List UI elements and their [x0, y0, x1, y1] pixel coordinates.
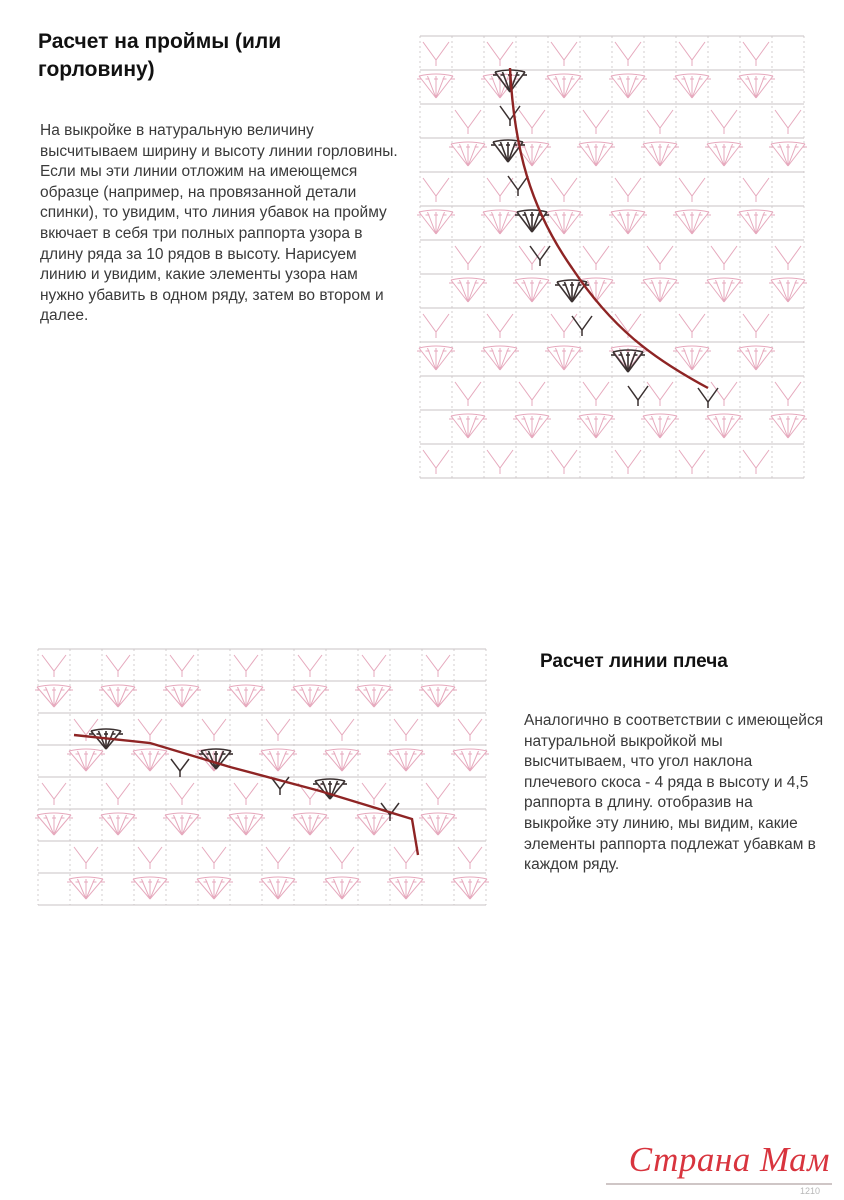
armhole-decrease-line [510, 68, 708, 388]
crochet-chart-armhole [412, 28, 816, 498]
armhole-decrease-stitches [491, 70, 718, 408]
shoulder-decrease-stitches [89, 729, 399, 821]
crochet-chart-shoulder [30, 643, 500, 913]
armhole-chart-svg [412, 28, 816, 498]
armhole-grid [420, 36, 804, 478]
section-title-shoulder: Расчет линии плеча [540, 651, 728, 672]
shoulder-chart-svg [30, 643, 500, 913]
shoulder-grid [38, 649, 486, 905]
shoulder-slope-line [74, 735, 418, 855]
section-text-armhole: На выкройке в натуральную величину высчитываем ширину и высоту линии горловины. Если мы эти линии отложим на имеющемся образце (например, на провязанной детали спинки), то увидим, что линия убавок на пройму вкючает в себя три полных раппорта узора в длину ряда за 10 рядов в высоту. Нарисуем линию и увидим, какие элементы узора нам нужно убавить в одном ряду, затем во втором и далее. [40, 122, 398, 325]
site-logo: Страна Мам [628, 1140, 830, 1179]
logo-underline [606, 1183, 832, 1185]
logo-caption: 1210 [800, 1186, 821, 1196]
section-title-armhole: Расчет на проймы (или горловину) [38, 30, 282, 81]
section-text-shoulder: Аналогично в соответствии с имеющейся натуральной выкройкой мы высчитываем, что угол наклона плечевого скоса - 4 ряда в высоту и 4,5 раппорта в длину. отобразив на выкройке эту линию, мы видим, какие элементы раппорта подлежат убавкам в каждом ряду. [524, 712, 824, 874]
